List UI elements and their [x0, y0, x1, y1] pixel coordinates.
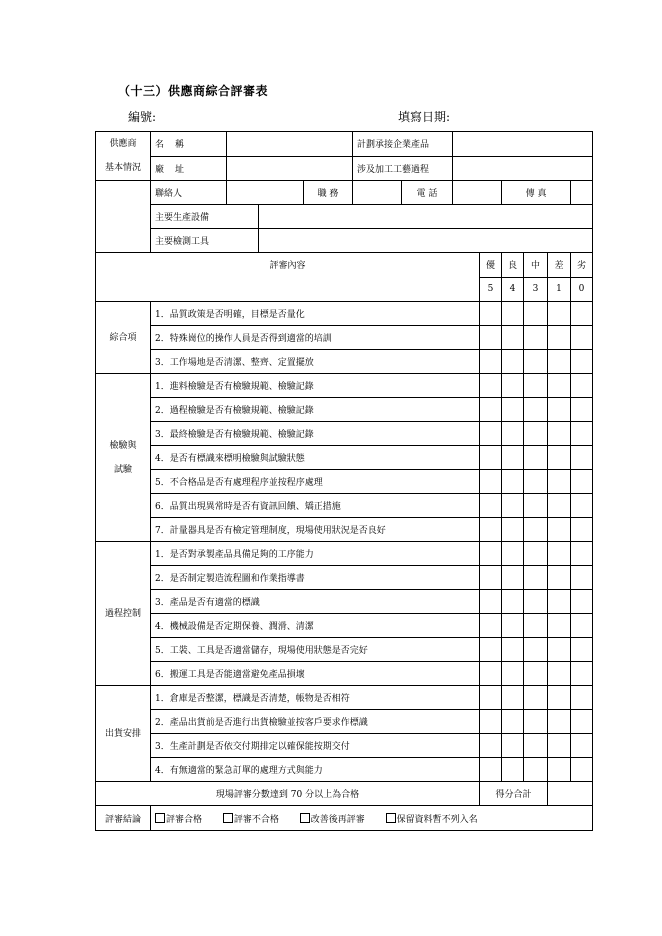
score-cell[interactable] [524, 446, 548, 470]
score-cell[interactable] [548, 758, 571, 782]
score-cell[interactable] [548, 542, 571, 566]
basic-row-name [96, 132, 593, 157]
grade-header-row [96, 253, 593, 278]
contact-field[interactable] [227, 181, 304, 205]
score-cell[interactable] [480, 710, 502, 734]
score-cell[interactable] [571, 470, 593, 494]
score-cell[interactable] [548, 590, 571, 614]
table-row [96, 326, 593, 350]
criterion-text: 1．進料檢驗是否有檢驗規範、檢驗記錄 [151, 374, 480, 398]
process-label: 涉及加工工藝過程 [353, 156, 453, 181]
score-cell[interactable] [480, 326, 502, 350]
criterion-text: 2．產品出貨前是否進行出貨檢驗並按客戶要求作標識 [151, 710, 480, 734]
checkbox-icon[interactable] [155, 813, 165, 823]
score-cell[interactable] [524, 566, 548, 590]
score-cell[interactable] [480, 686, 502, 710]
score-cell[interactable] [502, 302, 524, 326]
score-cell[interactable] [502, 734, 524, 758]
table-row [96, 662, 593, 686]
table-row [96, 518, 593, 542]
criterion-text: 4．是否有標識來標明檢驗與試驗狀態 [151, 446, 480, 470]
score-cell[interactable] [571, 710, 593, 734]
tools-field[interactable] [259, 229, 593, 253]
total-field[interactable] [548, 782, 593, 806]
score-cell[interactable] [480, 566, 502, 590]
score-cell[interactable] [502, 494, 524, 518]
score-cell[interactable] [524, 518, 548, 542]
score-cell[interactable] [524, 710, 548, 734]
score-cell[interactable] [571, 686, 593, 710]
section-label: 過程控制 [96, 542, 151, 686]
basic-section-spacer [96, 181, 151, 253]
score-cell[interactable] [502, 758, 524, 782]
section-label: 檢驗與 試驗 [96, 374, 151, 542]
score-cell[interactable] [548, 470, 571, 494]
score-cell[interactable] [480, 398, 502, 422]
score-cell[interactable] [548, 302, 571, 326]
score-cell[interactable] [480, 542, 502, 566]
criterion-text: 3．最終檢驗是否有檢驗規範、檢驗記錄 [151, 422, 480, 446]
name-label: 名 稱 [151, 132, 227, 157]
table-row [96, 470, 593, 494]
checkbox-icon[interactable] [300, 813, 310, 823]
criterion-text: 2．特殊崗位的操作人員是否得到適當的培訓 [151, 326, 480, 350]
score-cell[interactable] [524, 374, 548, 398]
score-cell[interactable] [548, 734, 571, 758]
score-cell[interactable] [571, 590, 593, 614]
score-cell[interactable] [480, 470, 502, 494]
score-cell[interactable] [548, 422, 571, 446]
phone-label: 電 話 [402, 181, 453, 205]
table-row [96, 422, 593, 446]
score-cell[interactable] [571, 662, 593, 686]
score-cell[interactable] [548, 638, 571, 662]
position-label: 職 務 [304, 181, 353, 205]
score-cell[interactable] [502, 446, 524, 470]
table-row [96, 638, 593, 662]
score-cell[interactable] [524, 686, 548, 710]
total-label: 得分合計 [480, 782, 548, 806]
score-cell[interactable] [502, 326, 524, 350]
score-cell[interactable] [502, 590, 524, 614]
criterion-text: 6．搬運工具是否能適當避免產品損壞 [151, 662, 480, 686]
table-row [96, 542, 593, 566]
grade-label: 優 [480, 253, 502, 278]
score-cell[interactable] [480, 590, 502, 614]
fax-field[interactable] [571, 181, 593, 205]
criterion-text: 7．計量器具是否有檢定管理制度，現場使用狀況是否良好 [151, 518, 480, 542]
points-value: 4 [502, 277, 524, 302]
grade-label: 中 [524, 253, 548, 278]
grade-label: 差 [548, 253, 571, 278]
score-cell[interactable] [524, 350, 548, 374]
score-cell[interactable] [571, 350, 593, 374]
content-header: 評審內容 [96, 253, 480, 302]
fax-label: 傳 真 [502, 181, 571, 205]
points-value: 0 [571, 277, 593, 302]
date-label: 填寫日期: [398, 110, 451, 124]
table-row [96, 590, 593, 614]
score-cell[interactable] [524, 494, 548, 518]
score-cell[interactable] [524, 590, 548, 614]
score-cell[interactable] [548, 374, 571, 398]
option-reevaluate[interactable]: 改善後再評審 [300, 812, 365, 825]
score-cell[interactable] [480, 662, 502, 686]
score-cell[interactable] [524, 398, 548, 422]
score-cell[interactable] [480, 374, 502, 398]
basic-row-tools [96, 229, 593, 253]
points-value: 1 [548, 277, 571, 302]
form-title: （十三）供應商綜合評審表 [118, 84, 269, 98]
score-cell[interactable] [502, 350, 524, 374]
score-cell[interactable] [524, 662, 548, 686]
option-pass[interactable]: 評審合格 [155, 812, 202, 825]
equipment-field[interactable] [259, 205, 593, 229]
score-cell[interactable] [571, 302, 593, 326]
criterion-text: 4．機械設備是否定期保養、潤滑、清潔 [151, 614, 480, 638]
criterion-text: 2．是否制定製造流程圖和作業指導書 [151, 566, 480, 590]
criterion-text: 6．品質出現異常時是否有資訊回饋、矯正措施 [151, 494, 480, 518]
contact-label: 聯絡人 [151, 181, 227, 205]
score-cell[interactable] [548, 518, 571, 542]
score-cell[interactable] [502, 614, 524, 638]
score-cell[interactable] [480, 494, 502, 518]
score-cell[interactable] [480, 518, 502, 542]
score-cell[interactable] [502, 638, 524, 662]
points-value: 5 [480, 277, 502, 302]
pass-row [96, 782, 593, 806]
score-cell[interactable] [548, 326, 571, 350]
score-cell[interactable] [548, 350, 571, 374]
score-cell[interactable] [571, 446, 593, 470]
score-cell[interactable] [480, 422, 502, 446]
score-cell[interactable] [524, 542, 548, 566]
basic-row-equipment [96, 205, 593, 229]
score-cell[interactable] [548, 398, 571, 422]
conclusion-options [151, 806, 593, 831]
number-label: 編號: [128, 110, 157, 124]
score-cell[interactable] [524, 734, 548, 758]
phone-field[interactable] [453, 181, 502, 205]
table-row [96, 758, 593, 782]
score-cell[interactable] [480, 446, 502, 470]
score-cell[interactable] [571, 326, 593, 350]
score-cell[interactable] [502, 398, 524, 422]
score-cell[interactable] [548, 686, 571, 710]
score-cell[interactable] [571, 494, 593, 518]
points-value: 3 [524, 277, 548, 302]
name-field[interactable] [227, 132, 353, 157]
table-row [96, 350, 593, 374]
criterion-text: 3．生產計劃是否依交付期排定以確保能按期交付 [151, 734, 480, 758]
score-cell[interactable] [502, 518, 524, 542]
score-cell[interactable] [524, 326, 548, 350]
score-cell[interactable] [524, 638, 548, 662]
checkbox-icon[interactable] [223, 813, 233, 823]
tools-label: 主要檢測工具 [151, 229, 259, 253]
score-cell[interactable] [480, 614, 502, 638]
score-cell[interactable] [480, 302, 502, 326]
basic-section-label: 供應商 基本情況 [96, 132, 151, 181]
criterion-text: 2．過程檢驗是否有檢驗規範、檢驗記錄 [151, 398, 480, 422]
table-row [96, 446, 593, 470]
score-cell[interactable] [571, 518, 593, 542]
score-cell[interactable] [480, 638, 502, 662]
score-cell[interactable] [548, 494, 571, 518]
criterion-text: 4．有無適當的緊急訂單的處理方式與能力 [151, 758, 480, 782]
score-cell[interactable] [571, 566, 593, 590]
score-cell[interactable] [524, 302, 548, 326]
basic-row-address [96, 156, 593, 181]
criterion-text: 3．工作場地是否清潔、整齊、定置擺放 [151, 350, 480, 374]
score-cell[interactable] [480, 350, 502, 374]
basic-row-contact [96, 181, 593, 205]
table-row [96, 302, 593, 326]
criterion-text: 1．是否對承製產品具備足夠的工序能力 [151, 542, 480, 566]
score-cell[interactable] [548, 446, 571, 470]
score-cell[interactable] [571, 422, 593, 446]
plan-product-label: 計劃承接企業產品 [353, 132, 453, 157]
equipment-label: 主要生產設備 [151, 205, 259, 229]
table-row [96, 734, 593, 758]
score-cell[interactable] [502, 542, 524, 566]
score-cell[interactable] [524, 614, 548, 638]
score-cell[interactable] [502, 710, 524, 734]
table-row [96, 374, 593, 398]
table-row [96, 494, 593, 518]
score-cell[interactable] [502, 470, 524, 494]
score-cell[interactable] [548, 662, 571, 686]
table-row [96, 614, 593, 638]
pass-note: 現場評審分數達到 70 分以上為合格 [96, 782, 480, 806]
score-cell[interactable] [571, 758, 593, 782]
plan-product-field[interactable] [453, 132, 593, 157]
table-row [96, 686, 593, 710]
criterion-text: 1．品質政策是否明確，目標是否量化 [151, 302, 480, 326]
score-cell[interactable] [571, 638, 593, 662]
score-cell[interactable] [502, 566, 524, 590]
evaluation-table [95, 131, 593, 831]
score-cell[interactable] [571, 614, 593, 638]
criterion-text: 3．產品是否有適當的標識 [151, 590, 480, 614]
score-cell[interactable] [548, 566, 571, 590]
option-hold[interactable]: 保留資料暫不列入名 [386, 812, 478, 825]
conclusion-label: 評審結論 [96, 806, 151, 831]
score-cell[interactable] [571, 734, 593, 758]
option-fail[interactable]: 評審不合格 [223, 812, 279, 825]
criterion-text: 1．倉庫是否整潔，標識是否清楚，帳物是否相符 [151, 686, 480, 710]
score-cell[interactable] [502, 422, 524, 446]
section-label: 綜合項 [96, 302, 151, 374]
score-cell[interactable] [480, 734, 502, 758]
score-cell[interactable] [502, 374, 524, 398]
criterion-text: 5．工裝、工具是否適當儲存，現場使用狀態是否完好 [151, 638, 480, 662]
score-cell[interactable] [502, 686, 524, 710]
score-cell[interactable] [480, 758, 502, 782]
score-cell[interactable] [548, 614, 571, 638]
score-cell[interactable] [524, 422, 548, 446]
score-cell[interactable] [571, 542, 593, 566]
score-cell[interactable] [524, 470, 548, 494]
conclusion-row [96, 806, 593, 831]
address-label: 廠 址 [151, 156, 227, 181]
score-cell[interactable] [571, 398, 593, 422]
score-cell[interactable] [548, 710, 571, 734]
address-field[interactable] [227, 156, 353, 181]
table-row [96, 566, 593, 590]
score-cell[interactable] [571, 374, 593, 398]
score-cell[interactable] [502, 662, 524, 686]
table-row [96, 398, 593, 422]
grade-label: 劣 [571, 253, 593, 278]
process-field[interactable] [453, 156, 593, 181]
table-row [96, 710, 593, 734]
position-field[interactable] [353, 181, 402, 205]
criterion-text: 5．不合格品是否有處理程序並按程序處理 [151, 470, 480, 494]
checkbox-icon[interactable] [386, 813, 396, 823]
score-cell[interactable] [524, 758, 548, 782]
grade-label: 良 [502, 253, 524, 278]
section-label: 出貨安排 [96, 686, 151, 782]
